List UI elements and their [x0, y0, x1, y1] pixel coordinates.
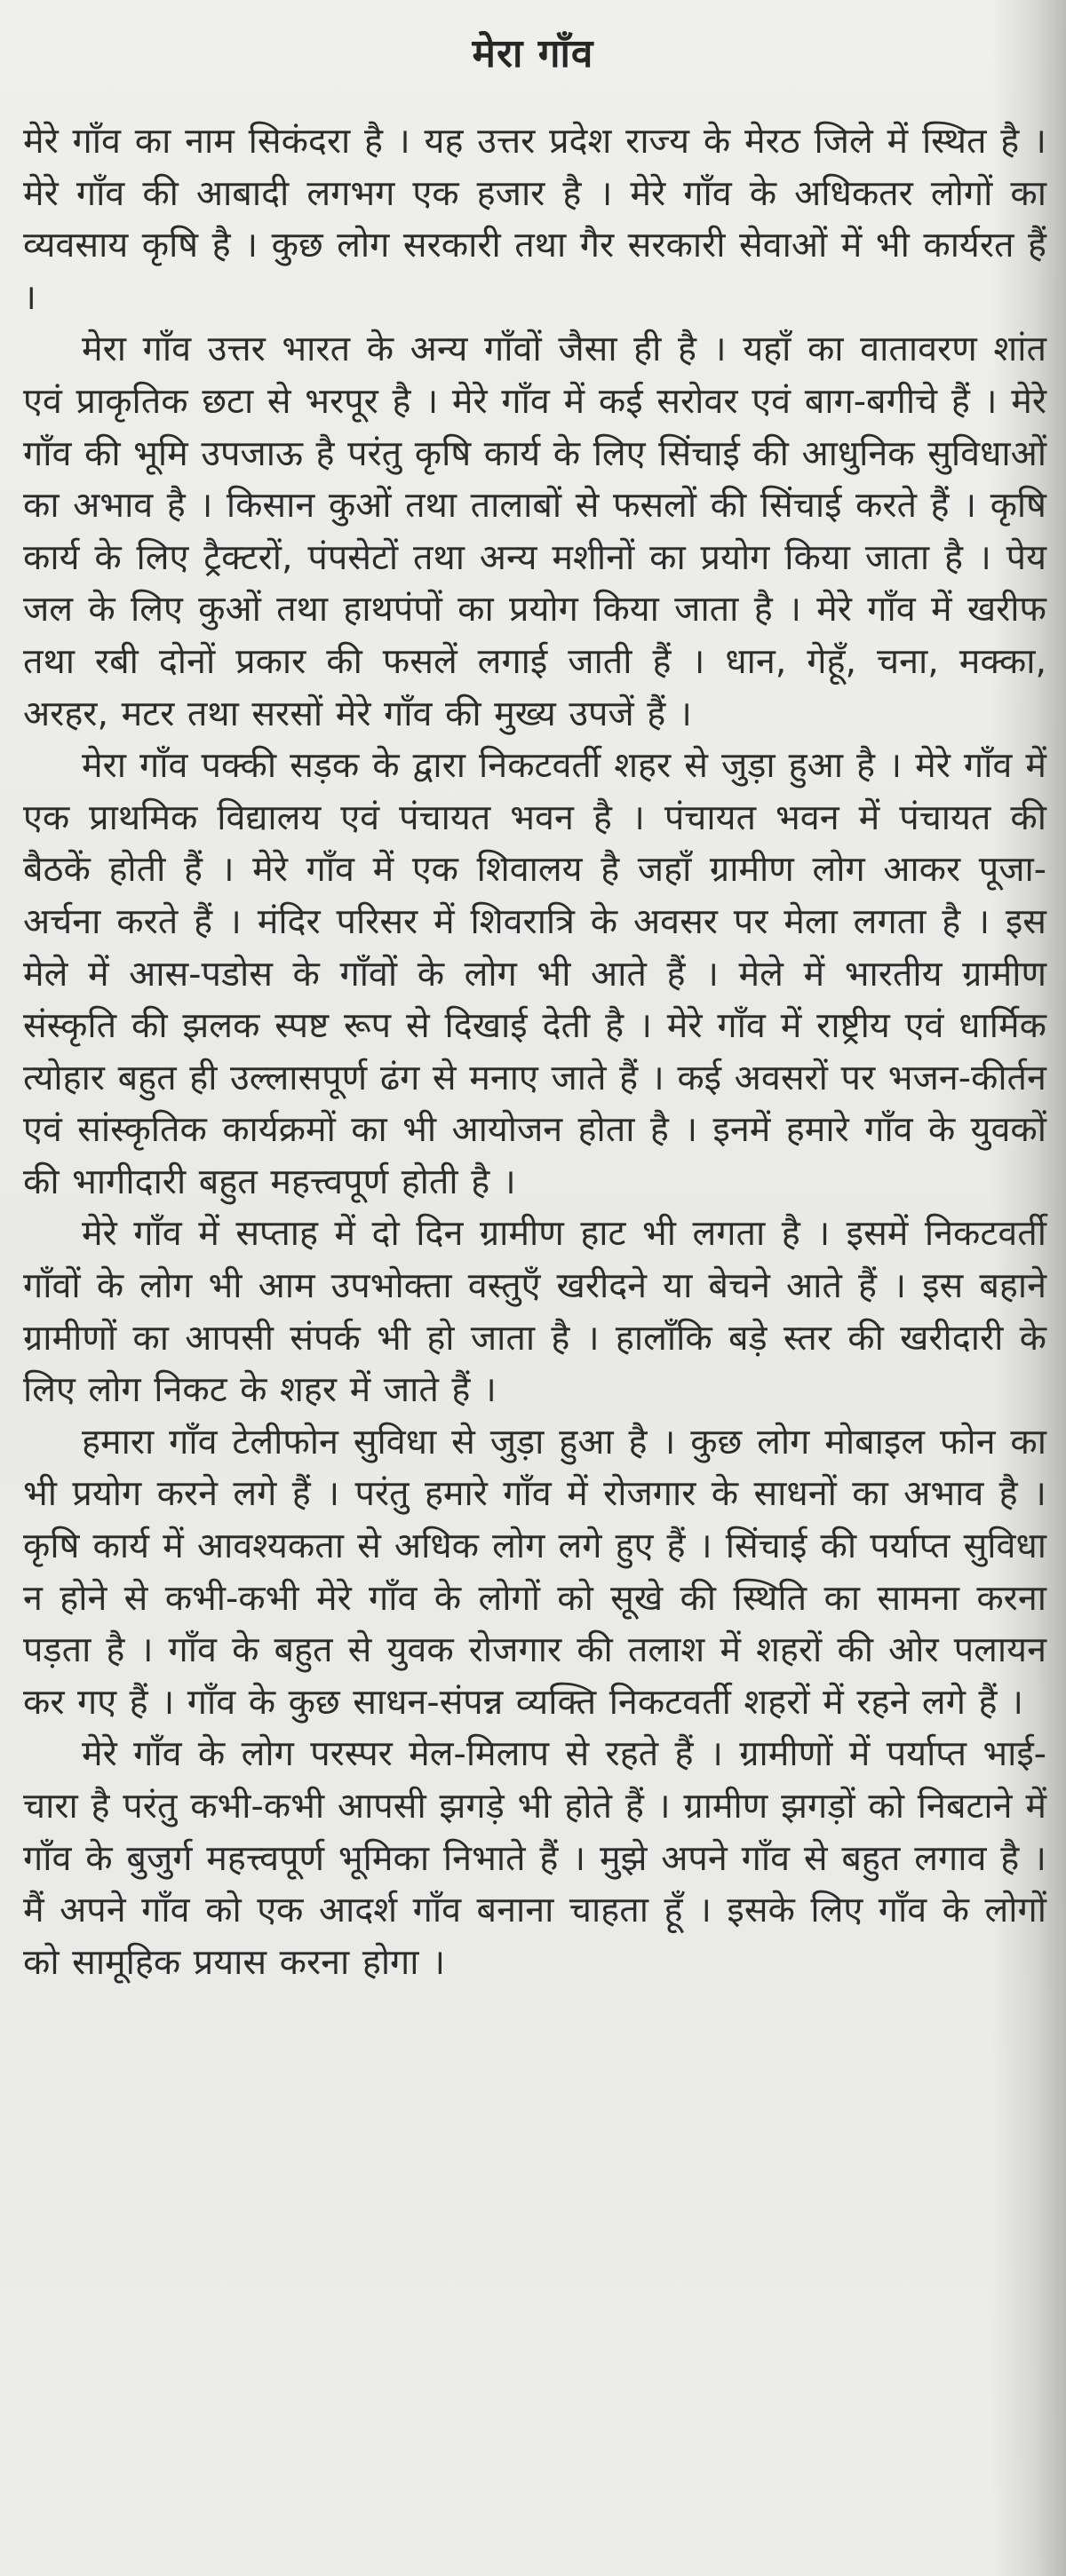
paragraph: हमारा गाँव टेलीफोन सुविधा से जुड़ा हुआ है । कुछ लोग मोबाइल फोन का भी प्रयोग करने लगे हैं । परंतु हमारे गाँव में रोजगार के साधनों का अभाव है । कृषि कार्य में आवश्यकता से अधिक लोग लगे हुए हैं । सिंचाई की पर्याप्त सुविधा न होने से कभी-कभी मेरे गाँव के लोगों को सूखे की स्थिति का सामना करना पड़ता है । गाँव के बहुत से युवक रोजगार की तलाश में शहरों की ओर पलायन कर गए हैं । गाँव के कुछ साधन-संपन्न व्यक्ति निकटवर्ती शहरों में रहने लगे हैं । [23, 1421, 1046, 1723]
paragraph: मेरा गाँव उत्तर भारत के अन्य गाँवों जैसा ही है । यहाँ का वातावरण शांत एवं प्राकृतिक छटा से भरपूर है । मेरे गाँव में कई सरोवर एवं बाग-बगीचे हैं । मेरे गाँव की भूमि उपजाऊ है परंतु कृषि कार्य के लिए सिंचाई की आधुनिक सुविधाओं का अभाव है । किसान कुओं तथा तालाबों से फसलों की सिंचाई करते हैं । कृषि कार्य के लिए ट्रैक्टरों, पंपसेटों तथा अन्य मशीनों का प्रयोग किया जाता है । पेय जल के लिए कुओं तथा हाथपंपों का प्रयोग किया जाता है । मेरे गाँव में खरीफ तथा रबी दोनों प्रकार की फसलें लगाई जाती हैं । धान, गेहूँ, चना, मक्का, अरहर, मटर तथा सरसों मेरे गाँव की मुख्य उपजें हैं । [23, 329, 1046, 734]
essay-body [23, 115, 1046, 1988]
paragraph: मेरे गाँव में सप्ताह में दो दिन ग्रामीण हाट भी लगता है । इसमें निकटवर्ती गाँवों के लोग भी आम उपभोक्ता वस्तुएँ खरीदने या बेचने आते हैं । इस बहाने ग्रामीणों का आपसी संपर्क भी हो जाता है । हालाँकि बड़े स्तर की खरीदारी के लिए लोग निकट के शहर में जाते हैं । [23, 1213, 1046, 1411]
page-title: मेरा गाँव [472, 31, 594, 76]
paragraph: मेरे गाँव के लोग परस्पर मेल-मिलाप से रहते हैं । ग्रामीणों में पर्याप्त भाई-चारा है परंतु कभी-कभी आपसी झगड़े भी होते हैं । ग्रामीण झगड़ों को निबटाने में गाँव के बुजुर्ग महत्त्वपूर्ण भूमिका निभाते हैं । मुझे अपने गाँव से बहुत लगाव है । मैं अपने गाँव को एक आदर्श गाँव बनाना चाहता हूँ । इसके लिए गाँव के लोगों को सामूहिक प्रयास करना होगा । [23, 1733, 1046, 1983]
paragraph: मेरा गाँव पक्की सड़क के द्वारा निकटवर्ती शहर से जुड़ा हुआ है । मेरे गाँव में एक प्राथमिक विद्यालय एवं पंचायत भवन है । पंचायत भवन में पंचायत की बैठकें होती हैं । मेरे गाँव में एक शिवालय है जहाँ ग्रामीण लोग आकर पूजा-अर्चना करते हैं । मंदिर परिसर में शिवरात्रि के अवसर पर मेला लगता है । इस मेले में आस-पडोस के गाँवों के लोग भी आते हैं । मेले में भारतीय ग्रामीण संस्कृति की झलक स्पष्ट रूप से दिखाई देती है । मेरे गाँव में राष्ट्रीय एवं धार्मिक त्योहार बहुत ही उल्लासपूर्ण ढंग से मनाए जाते हैं । कई अवसरों पर भजन-कीर्तन एवं सांस्कृतिक कार्यक्रमों का भी आयोजन होता है । इनमें हमारे गाँव के युवकों की भागीदारी बहुत महत्त्वपूर्ण होती है । [23, 745, 1046, 1202]
paragraph: मेरे गाँव का नाम सिकंदरा है । यह उत्तर प्रदेश राज्य के मेरठ जिले में स्थित है । मेरे गाँव की आबादी लगभग एक हजार है । मेरे गाँव के अधिकतर लोगों का व्यवसाय कृषि है । कुछ लोग सरकारी तथा गैर सरकारी सेवाओं में भी कार्यरत हैं । [23, 121, 1046, 318]
